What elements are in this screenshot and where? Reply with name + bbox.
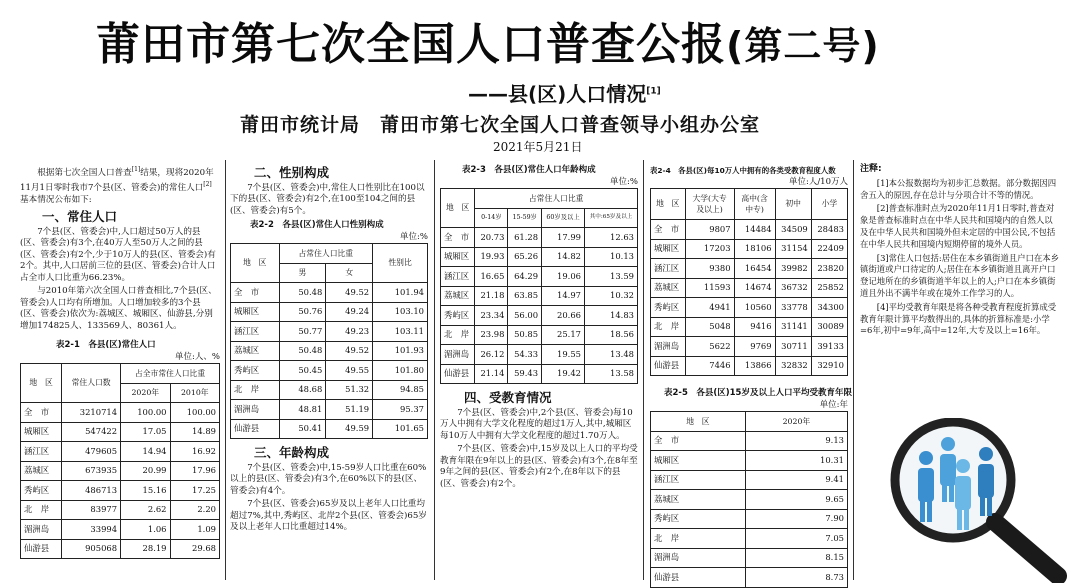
row-value-cell: 49.52 bbox=[326, 341, 373, 361]
row-value-cell: 17203 bbox=[685, 239, 734, 259]
row-value-cell: 54.33 bbox=[508, 345, 542, 365]
row-value-cell: 18.56 bbox=[585, 325, 638, 345]
row-area-cell: 湄洲岛 bbox=[441, 345, 475, 365]
row-value-cell: 50.48 bbox=[279, 283, 326, 303]
table-row bbox=[21, 442, 220, 462]
row-area-cell: 城厢区 bbox=[651, 451, 746, 471]
row-value-cell: 25.17 bbox=[542, 325, 585, 345]
table-row bbox=[231, 380, 428, 400]
section-1-heading: 一、常住人口 bbox=[42, 209, 118, 225]
row-value-cell: 9416 bbox=[734, 317, 775, 337]
row-value-cell: 49.24 bbox=[326, 302, 373, 322]
row-value-cell: 31141 bbox=[775, 317, 811, 337]
row-value-cell: 19.93 bbox=[475, 247, 508, 267]
section-2-paragraph-1: 7个县(区、管委会)中,常住人口性别比在100以下的县(区、管委会)有2个,在100至104之间的县(区、管委会)有5个。 bbox=[230, 182, 425, 216]
row-value-cell: 9.65 bbox=[745, 490, 847, 510]
row-value-cell: 30089 bbox=[811, 317, 847, 337]
row-area-cell: 仙游县 bbox=[231, 419, 280, 439]
intro-paragraph: 根据第七次全国人口普查[1]结果，现将2020年11月1日零时我市7个县(区、管委会)的常住人口[2]基本情况公布如下: bbox=[20, 166, 214, 205]
title-suffix: (第二号) bbox=[726, 24, 880, 68]
table-row bbox=[441, 325, 638, 345]
row-value-cell: 13.58 bbox=[585, 364, 638, 384]
row-value-cell: 5622 bbox=[685, 337, 734, 357]
row-value-cell: 61.28 bbox=[508, 228, 542, 248]
row-value-cell: 9380 bbox=[685, 259, 734, 279]
row-value-cell: 16454 bbox=[734, 259, 775, 279]
row-value-cell: 36732 bbox=[775, 278, 811, 298]
row-value-cell: 103.10 bbox=[373, 302, 428, 322]
column-2 bbox=[230, 162, 428, 536]
section-1-paragraph-1: 7个县(区、管委会)中,人口超过50万人的县(区、管委会)有3个,在40万人至50万人之间的县(区、管委会)有2个,少于10万人的县(区、管委会)有2个。其中,人口居前三位的县(区、管委会)合计人口占全市人口比重为66.23%。 bbox=[20, 226, 216, 283]
table-2-5-caption: 表2-5 各县(区)15岁及以上人口平均受教育年限 bbox=[664, 388, 852, 398]
column-1 bbox=[20, 164, 220, 559]
row-value-cell: 48.68 bbox=[279, 380, 326, 400]
table-row bbox=[651, 451, 848, 471]
section-4-paragraph-2: 7个县(区、管委会)中,15岁及以上人口的平均受教育年限在9年以上的县(区、管委会)有3个,在8年至9年之间的县(区、管委会)有2个,在8年以下的县(区、管委会)有2个。 bbox=[440, 444, 638, 489]
row-value-cell: 18106 bbox=[734, 239, 775, 259]
row-value-cell: 56.00 bbox=[508, 306, 542, 326]
row-value-cell: 50.76 bbox=[279, 302, 326, 322]
row-value-cell: 32910 bbox=[811, 356, 847, 376]
row-area-cell: 全 市 bbox=[21, 403, 62, 423]
row-area-cell: 荔城区 bbox=[441, 286, 475, 306]
row-value-cell: 31154 bbox=[775, 239, 811, 259]
row-value-cell: 49.55 bbox=[326, 361, 373, 381]
subtitle-text: ——县(区)人口情况 bbox=[468, 82, 647, 106]
row-value-cell: 25852 bbox=[811, 278, 847, 298]
row-value-cell: 14484 bbox=[734, 220, 775, 240]
row-value-cell: 51.32 bbox=[326, 380, 373, 400]
issuer: 莆田市统计局 莆田市第七次全国人口普查领导小组办公室 bbox=[240, 114, 761, 136]
row-value-cell: 7.05 bbox=[745, 529, 847, 549]
row-value-cell: 48.81 bbox=[279, 400, 326, 420]
row-area-cell: 全 市 bbox=[651, 431, 746, 451]
table-row bbox=[21, 500, 220, 520]
row-value-cell: 50.85 bbox=[508, 325, 542, 345]
table-row bbox=[651, 548, 848, 568]
row-value-cell: 14.89 bbox=[170, 422, 219, 442]
row-area-cell: 涵江区 bbox=[231, 322, 280, 342]
table-row bbox=[651, 529, 848, 549]
row-area-cell: 仙游县 bbox=[651, 356, 686, 376]
table-row bbox=[21, 461, 220, 481]
row-value-cell: 63.85 bbox=[508, 286, 542, 306]
row-value-cell: 673935 bbox=[62, 461, 121, 481]
row-value-cell: 1.09 bbox=[170, 520, 219, 540]
table-row bbox=[651, 470, 848, 490]
row-area-cell: 全 市 bbox=[441, 228, 475, 248]
row-value-cell: 50.41 bbox=[279, 419, 326, 439]
row-value-cell: 11593 bbox=[685, 278, 734, 298]
table-row bbox=[231, 302, 428, 322]
row-area-cell: 湄洲岛 bbox=[651, 548, 746, 568]
row-value-cell: 13866 bbox=[734, 356, 775, 376]
row-value-cell: 101.93 bbox=[373, 341, 428, 361]
table-row bbox=[651, 356, 848, 376]
row-value-cell: 9.41 bbox=[745, 470, 847, 490]
row-value-cell: 100.00 bbox=[121, 403, 170, 423]
row-value-cell: 14.82 bbox=[542, 247, 585, 267]
table-row bbox=[651, 298, 848, 318]
row-area-cell: 城厢区 bbox=[651, 239, 686, 259]
table-2-2: 地 区 占常住人口比重 性别比 男 女 全 市 50.48 49.52 101.94 城厢区 50.76 49.24 103.10 涵江区 50.77 49.23 103.11 荔城区 50.48 49.52 101.93 秀屿区 50.45 49.55 101.80 北 岸 48.68 51.32 94.85 湄洲岛 48.81 51.19 95.37 仙游县 50.41 49.59 101.65 bbox=[230, 243, 428, 439]
row-value-cell: 34509 bbox=[775, 220, 811, 240]
table-row bbox=[651, 220, 848, 240]
notes-heading: 注释: bbox=[860, 164, 882, 174]
row-value-cell: 32832 bbox=[775, 356, 811, 376]
note-4: [4]平均受教育年限是将各种受教育程度折算成受教育年限计算平均数得出的,具体的折算标准是:小学=6年,初中=9年,高中=12年,大专及以上=16年。 bbox=[860, 301, 1057, 336]
table-2-1-caption: 表2-1 各县(区)常住人口 bbox=[56, 340, 156, 351]
row-area-cell: 荔城区 bbox=[21, 461, 62, 481]
row-area-cell: 北 岸 bbox=[651, 529, 746, 549]
row-value-cell: 1.06 bbox=[121, 520, 170, 540]
row-value-cell: 23.98 bbox=[475, 325, 508, 345]
table-2-1-unit: 单位:人、% bbox=[175, 351, 220, 362]
row-value-cell: 59.43 bbox=[508, 364, 542, 384]
note-3: [3]常住人口包括:居住在本乡镇街道且户口在本乡镇街道或户口待定的人;居住在本乡镇街道且离开户口登记地所在的乡镇街道半年以上的人;户口在本乡镇街道且外出不满半年或在境外工作学习的人。 bbox=[860, 252, 1059, 298]
page-subtitle bbox=[468, 78, 661, 107]
row-area-cell: 秀屿区 bbox=[651, 298, 686, 318]
table-row bbox=[441, 345, 638, 365]
row-value-cell: 65.26 bbox=[508, 247, 542, 267]
table-2-1: 地 区 常住人口数 占全市常住人口比重 2020年 2010年 全 市 3210714 100.00 100.00 城厢区 547422 17.05 14.89 涵江区 479605 14.94 16.92 荔城区 673935 20.99 17.96 秀屿区 486713 15.16 17.25 北 岸 83977 2.62 2.20 湄洲岛 33994 1.06 1.09 仙游县 905068 28.19 29.68 bbox=[20, 363, 220, 559]
row-value-cell: 486713 bbox=[62, 481, 121, 501]
section-3-paragraph-2: 7个县(区、管委会)65岁及以上老年人口比重均超过7%,其中,秀屿区、北岸2个县(区、管委会)65岁及以上老年人口比重超过14%。 bbox=[230, 499, 427, 532]
section-1-paragraph-2: 与2010年第六次全国人口普查相比,7个县(区、管委会)人口均有所增加。人口增加较多的3个县(区、管委会)依次为:荔城区、城厢区、仙游县,分别增加174825人、133569人、80361人。 bbox=[20, 286, 217, 331]
table-row bbox=[651, 317, 848, 337]
row-value-cell: 13.48 bbox=[585, 345, 638, 365]
row-value-cell: 17.25 bbox=[170, 481, 219, 501]
row-area-cell: 北 岸 bbox=[651, 317, 686, 337]
row-value-cell: 29.68 bbox=[170, 539, 219, 559]
row-value-cell: 9.13 bbox=[745, 431, 847, 451]
column-3 bbox=[440, 162, 638, 492]
table-row bbox=[651, 337, 848, 357]
row-area-cell: 仙游县 bbox=[441, 364, 475, 384]
row-value-cell: 20.66 bbox=[542, 306, 585, 326]
table-row bbox=[441, 364, 638, 384]
row-area-cell: 全 市 bbox=[231, 283, 280, 303]
row-value-cell: 83977 bbox=[62, 500, 121, 520]
magnifier-handle-icon bbox=[995, 522, 1058, 576]
section-4-paragraph-1: 7个县(区、管委会)中,2个县(区、管委会)每10万人中拥有大学文化程度的超过1万人,其中,城厢区每10万人中拥有大学文化程度的超过1.70万人。 bbox=[440, 407, 633, 441]
row-value-cell: 49.59 bbox=[326, 419, 373, 439]
table-row bbox=[651, 568, 848, 588]
row-value-cell: 2.62 bbox=[121, 500, 170, 520]
row-value-cell: 21.14 bbox=[475, 364, 508, 384]
row-value-cell: 34300 bbox=[811, 298, 847, 318]
row-value-cell: 19.42 bbox=[542, 364, 585, 384]
row-value-cell: 28.19 bbox=[121, 539, 170, 559]
row-value-cell: 7.90 bbox=[745, 509, 847, 529]
table-row bbox=[231, 322, 428, 342]
row-value-cell: 14.83 bbox=[585, 306, 638, 326]
table-row bbox=[651, 259, 848, 279]
row-value-cell: 23.34 bbox=[475, 306, 508, 326]
table-row bbox=[21, 403, 220, 423]
row-area-cell: 湄洲岛 bbox=[21, 520, 62, 540]
row-value-cell: 17.05 bbox=[121, 422, 170, 442]
row-value-cell: 2.20 bbox=[170, 500, 219, 520]
table-row bbox=[21, 422, 220, 442]
row-area-cell: 仙游县 bbox=[21, 539, 62, 559]
row-area-cell: 涵江区 bbox=[651, 259, 686, 279]
column-divider bbox=[434, 160, 435, 580]
row-value-cell: 39982 bbox=[775, 259, 811, 279]
row-value-cell: 49.52 bbox=[326, 283, 373, 303]
row-value-cell: 33994 bbox=[62, 520, 121, 540]
row-value-cell: 14.94 bbox=[121, 442, 170, 462]
row-value-cell: 21.18 bbox=[475, 286, 508, 306]
table-2-2-unit: 单位:% bbox=[400, 231, 428, 242]
row-value-cell: 4941 bbox=[685, 298, 734, 318]
table-row bbox=[651, 490, 848, 510]
row-value-cell: 17.99 bbox=[542, 228, 585, 248]
row-value-cell: 15.16 bbox=[121, 481, 170, 501]
table-row bbox=[21, 481, 220, 501]
row-value-cell: 16.65 bbox=[475, 267, 508, 287]
row-value-cell: 39133 bbox=[811, 337, 847, 357]
row-value-cell: 12.63 bbox=[585, 228, 638, 248]
table-2-3: 地 区 占常住人口比重 0-14岁 15-59岁 60岁及以上 其中:65岁及以上 全 市 20.73 61.28 17.99 12.63 城厢区 19.93 65.26 14.82 10.13 涵江区 16.65 64.29 19.06 13.59 荔城区 21.18 63.85 14.97 10.32 秀屿区 23.34 56.00 20.66 14.83 北 岸 23.98 50.85 25.17 18.56 湄洲岛 26.12 54.33 19.55 13.48 仙游县 21.14 59.43 19.42 13.58 bbox=[440, 188, 638, 384]
row-value-cell: 95.37 bbox=[373, 400, 428, 420]
row-value-cell: 19.06 bbox=[542, 267, 585, 287]
section-3-paragraph-1: 7个县(区、管委会)中,15-59岁人口比重在60%以上的县(区、管委会)有3个,在60%以下的县(区、管委会)有4个。 bbox=[230, 462, 427, 496]
row-area-cell: 北 岸 bbox=[441, 325, 475, 345]
table-row bbox=[231, 283, 428, 303]
row-value-cell: 20.99 bbox=[121, 461, 170, 481]
row-area-cell: 涵江区 bbox=[441, 267, 475, 287]
row-area-cell: 秀屿区 bbox=[21, 481, 62, 501]
row-value-cell: 14.97 bbox=[542, 286, 585, 306]
row-value-cell: 14674 bbox=[734, 278, 775, 298]
row-value-cell: 8.15 bbox=[745, 548, 847, 568]
row-area-cell: 仙游县 bbox=[651, 568, 746, 588]
row-value-cell: 547422 bbox=[62, 422, 121, 442]
row-value-cell: 9807 bbox=[685, 220, 734, 240]
row-area-cell: 城厢区 bbox=[21, 422, 62, 442]
row-value-cell: 50.48 bbox=[279, 341, 326, 361]
column-4 bbox=[650, 162, 852, 588]
row-value-cell: 5048 bbox=[685, 317, 734, 337]
notes-column bbox=[860, 164, 1060, 339]
row-value-cell: 479605 bbox=[62, 442, 121, 462]
table-2-2-caption: 表2-2 各县(区)常住人口性别构成 bbox=[250, 220, 384, 230]
table-2-4: 地 区 大学(大专及以上) 高中(含中专) 初中 小学 全 市 9807 14484 34509 28483 城厢区 17203 18106 31154 22409 涵江区 9380 16454 39982 23820 荔城区 11593 14674 36732 25852 秀屿区 4941 10560 33778 34300 北 岸 5048 9416 31141 30089 湄洲岛 5622 9769 30711 39133 仙游县 7446 13866 32832 32910 bbox=[650, 188, 848, 376]
row-value-cell: 101.65 bbox=[373, 419, 428, 439]
page-title bbox=[96, 8, 996, 72]
table-row bbox=[441, 228, 638, 248]
row-value-cell: 17.96 bbox=[170, 461, 219, 481]
row-area-cell: 涵江区 bbox=[21, 442, 62, 462]
row-value-cell: 64.29 bbox=[508, 267, 542, 287]
table-2-4-unit: 单位:人/10万人 bbox=[788, 176, 848, 187]
row-value-cell: 23820 bbox=[811, 259, 847, 279]
note-1: [1]本公报数据均为初步汇总数据。部分数据因四舍五入的原因,存在总计与分项合计不等的情况。 bbox=[860, 177, 1057, 200]
title-main: 莆田市第七次全国人口普查公报 bbox=[96, 19, 726, 70]
row-value-cell: 10.31 bbox=[745, 451, 847, 471]
section-4-heading: 四、受教育情况 bbox=[464, 390, 552, 405]
table-row bbox=[231, 419, 428, 439]
row-area-cell: 城厢区 bbox=[441, 247, 475, 267]
subtitle-note: [1] bbox=[646, 86, 661, 97]
table-row bbox=[231, 400, 428, 420]
row-area-cell: 城厢区 bbox=[231, 302, 280, 322]
row-value-cell: 30711 bbox=[775, 337, 811, 357]
row-value-cell: 22409 bbox=[811, 239, 847, 259]
row-value-cell: 10.13 bbox=[585, 247, 638, 267]
table-row bbox=[441, 247, 638, 267]
row-value-cell: 13.59 bbox=[585, 267, 638, 287]
table-row bbox=[21, 520, 220, 540]
row-value-cell: 10.32 bbox=[585, 286, 638, 306]
table-row bbox=[441, 267, 638, 287]
row-area-cell: 荔城区 bbox=[651, 490, 746, 510]
table-2-5-unit: 单位:年 bbox=[819, 399, 848, 410]
row-value-cell: 50.77 bbox=[279, 322, 326, 342]
row-area-cell: 秀屿区 bbox=[231, 361, 280, 381]
row-value-cell: 20.73 bbox=[475, 228, 508, 248]
row-area-cell: 湄洲岛 bbox=[651, 337, 686, 357]
row-value-cell: 19.55 bbox=[542, 345, 585, 365]
row-value-cell: 8.73 bbox=[745, 568, 847, 588]
table-row bbox=[21, 539, 220, 559]
section-3-heading: 三、年龄构成 bbox=[254, 445, 330, 460]
column-divider bbox=[853, 160, 854, 580]
row-value-cell: 94.85 bbox=[373, 380, 428, 400]
row-value-cell: 33778 bbox=[775, 298, 811, 318]
row-area-cell: 全 市 bbox=[651, 220, 686, 240]
row-area-cell: 北 岸 bbox=[21, 500, 62, 520]
note-2: [2]普查标准时点为2020年11月1日零时,普查对象是普查标准时点在中华人民共和国境内的自然人以及在中华人民共和国境外但未定居的中国公民,不包括在中华人民共和国境内短期停留的境外人员。 bbox=[860, 203, 1056, 249]
row-value-cell: 101.80 bbox=[373, 361, 428, 381]
table-row bbox=[651, 239, 848, 259]
table-row bbox=[231, 341, 428, 361]
row-area-cell: 荔城区 bbox=[651, 278, 686, 298]
row-value-cell: 28483 bbox=[811, 220, 847, 240]
table-2-3-caption: 表2-3 各县(区)常住人口年龄构成 bbox=[462, 165, 596, 175]
row-value-cell: 49.23 bbox=[326, 322, 373, 342]
row-value-cell: 9769 bbox=[734, 337, 775, 357]
table-row bbox=[651, 431, 848, 451]
row-area-cell: 湄洲岛 bbox=[231, 400, 280, 420]
row-area-cell: 秀屿区 bbox=[651, 509, 746, 529]
publish-date: 2021年5月21日 bbox=[493, 140, 583, 154]
row-area-cell: 涵江区 bbox=[651, 470, 746, 490]
row-value-cell: 100.00 bbox=[170, 403, 219, 423]
table-row bbox=[441, 286, 638, 306]
section-2-heading: 二、性别构成 bbox=[254, 165, 330, 180]
column-divider bbox=[643, 160, 644, 580]
row-value-cell: 16.92 bbox=[170, 442, 219, 462]
table-2-3-unit: 单位:% bbox=[610, 176, 638, 187]
row-value-cell: 905068 bbox=[62, 539, 121, 559]
row-area-cell: 秀屿区 bbox=[441, 306, 475, 326]
row-value-cell: 51.19 bbox=[326, 400, 373, 420]
table-row bbox=[231, 361, 428, 381]
table-2-4-caption: 表2-4 各县(区)每10万人中拥有的各类受教育程度人数 bbox=[650, 166, 836, 175]
row-value-cell: 26.12 bbox=[475, 345, 508, 365]
row-value-cell: 50.45 bbox=[279, 361, 326, 381]
row-area-cell: 荔城区 bbox=[231, 341, 280, 361]
table-row bbox=[651, 509, 848, 529]
row-value-cell: 103.11 bbox=[373, 322, 428, 342]
row-value-cell: 101.94 bbox=[373, 283, 428, 303]
row-value-cell: 3210714 bbox=[62, 403, 121, 423]
table-row bbox=[651, 278, 848, 298]
column-divider bbox=[225, 160, 226, 580]
row-value-cell: 7446 bbox=[685, 356, 734, 376]
row-area-cell: 北 岸 bbox=[231, 380, 280, 400]
table-2-5: 地 区 2020年 全 市 9.13 城厢区 10.31 涵江区 9.41 荔城区 9.65 秀屿区 7.90 北 岸 7.05 湄洲岛 8.15 仙游县 8.73 bbox=[650, 411, 848, 588]
magnifier-people-illustration bbox=[888, 418, 1078, 583]
row-value-cell: 10560 bbox=[734, 298, 775, 318]
table-row bbox=[441, 306, 638, 326]
